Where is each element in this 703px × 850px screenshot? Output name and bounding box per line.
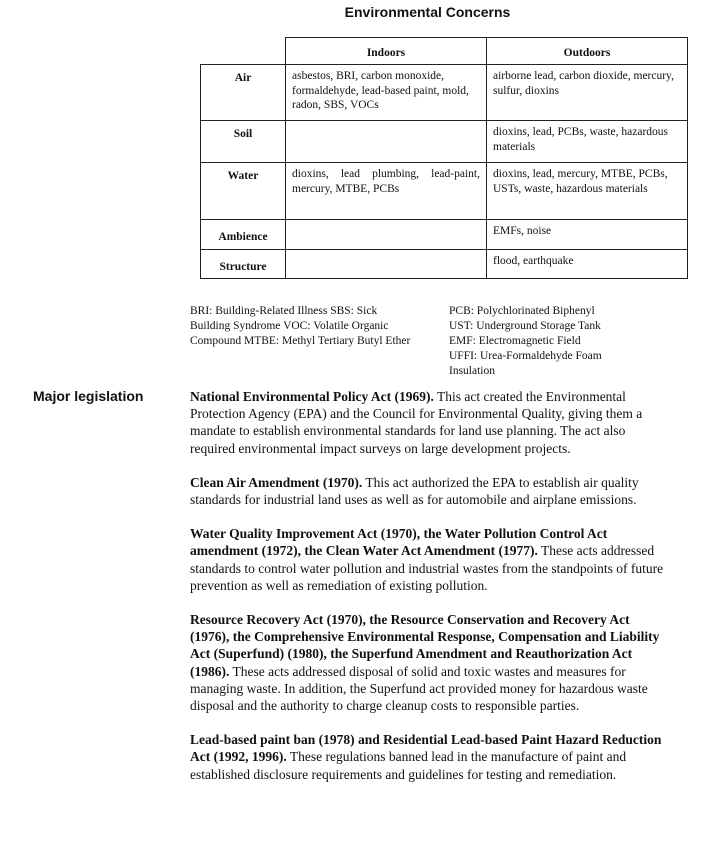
table-row — [201, 163, 688, 220]
row-label-water: Water — [201, 163, 286, 220]
abbreviations-right — [449, 304, 639, 379]
legislation-title: National Environmental Policy Act (1969). — [190, 389, 434, 404]
legislation-text: These acts addressed standards to control water pollution and industrial wastes from the standpoints of future prevention as well as remediation of existing pollution. — [190, 543, 664, 593]
column-header-indoors: Indoors — [286, 38, 487, 65]
cell-structure-outdoors: flood, earthquake — [487, 249, 688, 279]
abbreviation-item: UFFI: Urea-Formaldehyde Foam Insulation — [449, 350, 602, 377]
abbreviation-item: UST: Underground Storage Tank — [449, 320, 601, 332]
abbreviation-item: EMF: Electromagnetic Field — [449, 335, 581, 347]
row-label-ambience: Ambience — [201, 220, 286, 250]
cell-structure-indoors — [286, 249, 487, 279]
column-header-outdoors: Outdoors — [487, 38, 688, 65]
row-label-structure: Structure — [201, 249, 286, 279]
table-row — [201, 220, 688, 250]
row-label-air: Air — [201, 65, 286, 121]
legislation-item — [190, 474, 670, 508]
row-label-soil: Soil — [201, 121, 286, 163]
cell-air-indoors: asbestos, BRI, carbon monoxide, formaldehyde, lead-based paint, mold, radon, SBS, VOCs — [286, 65, 487, 121]
section-heading: Major legislation — [33, 388, 144, 404]
abbreviation-item: PCB: Polychlorinated Biphenyl — [449, 305, 595, 317]
environmental-concerns-table — [200, 37, 688, 279]
legislation-title: Lead-based paint ban (1978) and Residential Lead-based Paint Hazard Reduction Act (1992, 1996). — [190, 732, 662, 765]
legislation-list — [190, 388, 670, 800]
cell-soil-indoors — [286, 121, 487, 163]
table-row — [201, 249, 688, 279]
legislation-text: These regulations banned lead in the manufacture of paint and established disclosure requirements and guidelines for testing and remediation. — [190, 749, 627, 782]
legislation-item — [190, 525, 670, 594]
cell-water-outdoors: dioxins, lead, mercury, MTBE, PCBs, USTs, waste, hazardous materials — [487, 163, 688, 220]
legislation-item — [190, 611, 670, 714]
legislation-item — [190, 388, 670, 457]
legislation-item — [190, 731, 670, 783]
legislation-title: Clean Air Amendment (1970). — [190, 474, 363, 490]
legislation-title: Water Quality Improvement Act (1970), the Water Pollution Control Act amendment (1972), the Clean Water Act Amendment (1977). — [190, 526, 608, 559]
table-row — [201, 65, 688, 121]
table-header-row — [201, 38, 688, 65]
legislation-text: This act authorized the EPA to establish air quality standards for industrial land uses as well as for automobile and airplane emissions. — [190, 474, 639, 508]
cell-ambience-outdoors: EMFs, noise — [487, 220, 688, 250]
legislation-text: This act created the Environmental Protection Agency (EPA) and the Council for Environmental Quality, giving them a mandate to establish environmental standards for land use planning. The act also required environmental impact surveys on large development projects. — [190, 389, 643, 456]
legislation-text: These acts addressed disposal of solid and toxic wastes and measures for managing waste. In addition, the Superfund act provided money for hazardous waste disposal and the authority to charge cleanup costs to responsible parties. — [190, 663, 648, 714]
table-row — [201, 121, 688, 163]
cell-air-outdoors: airborne lead, carbon dioxide, mercury, sulfur, dioxins — [487, 65, 688, 121]
legislation-title: Resource Recovery Act (1970), the Resource Conservation and Recovery Act (1976), the Comprehensive Environmental Response, Compensation and Liability Act (Superfund) (1980), the Superfund Amendment and Reauthorization Act (1986). — [190, 612, 660, 679]
abbreviations-left: BRI: Building-Related Illness SBS: Sick Building Syndrome VOC: Volatile Organic Compound MTBE: Methyl Tertiary Butyl Ether — [190, 305, 411, 347]
table-corner-cell — [201, 38, 286, 65]
page-title: Environmental Concerns — [344, 4, 511, 20]
cell-water-indoors: dioxins, lead plumbing, lead-paint, mercury, MTBE, PCBs — [286, 163, 487, 220]
cell-ambience-indoors — [286, 220, 487, 250]
cell-soil-outdoors: dioxins, lead, PCBs, waste, hazardous materials — [487, 121, 688, 163]
